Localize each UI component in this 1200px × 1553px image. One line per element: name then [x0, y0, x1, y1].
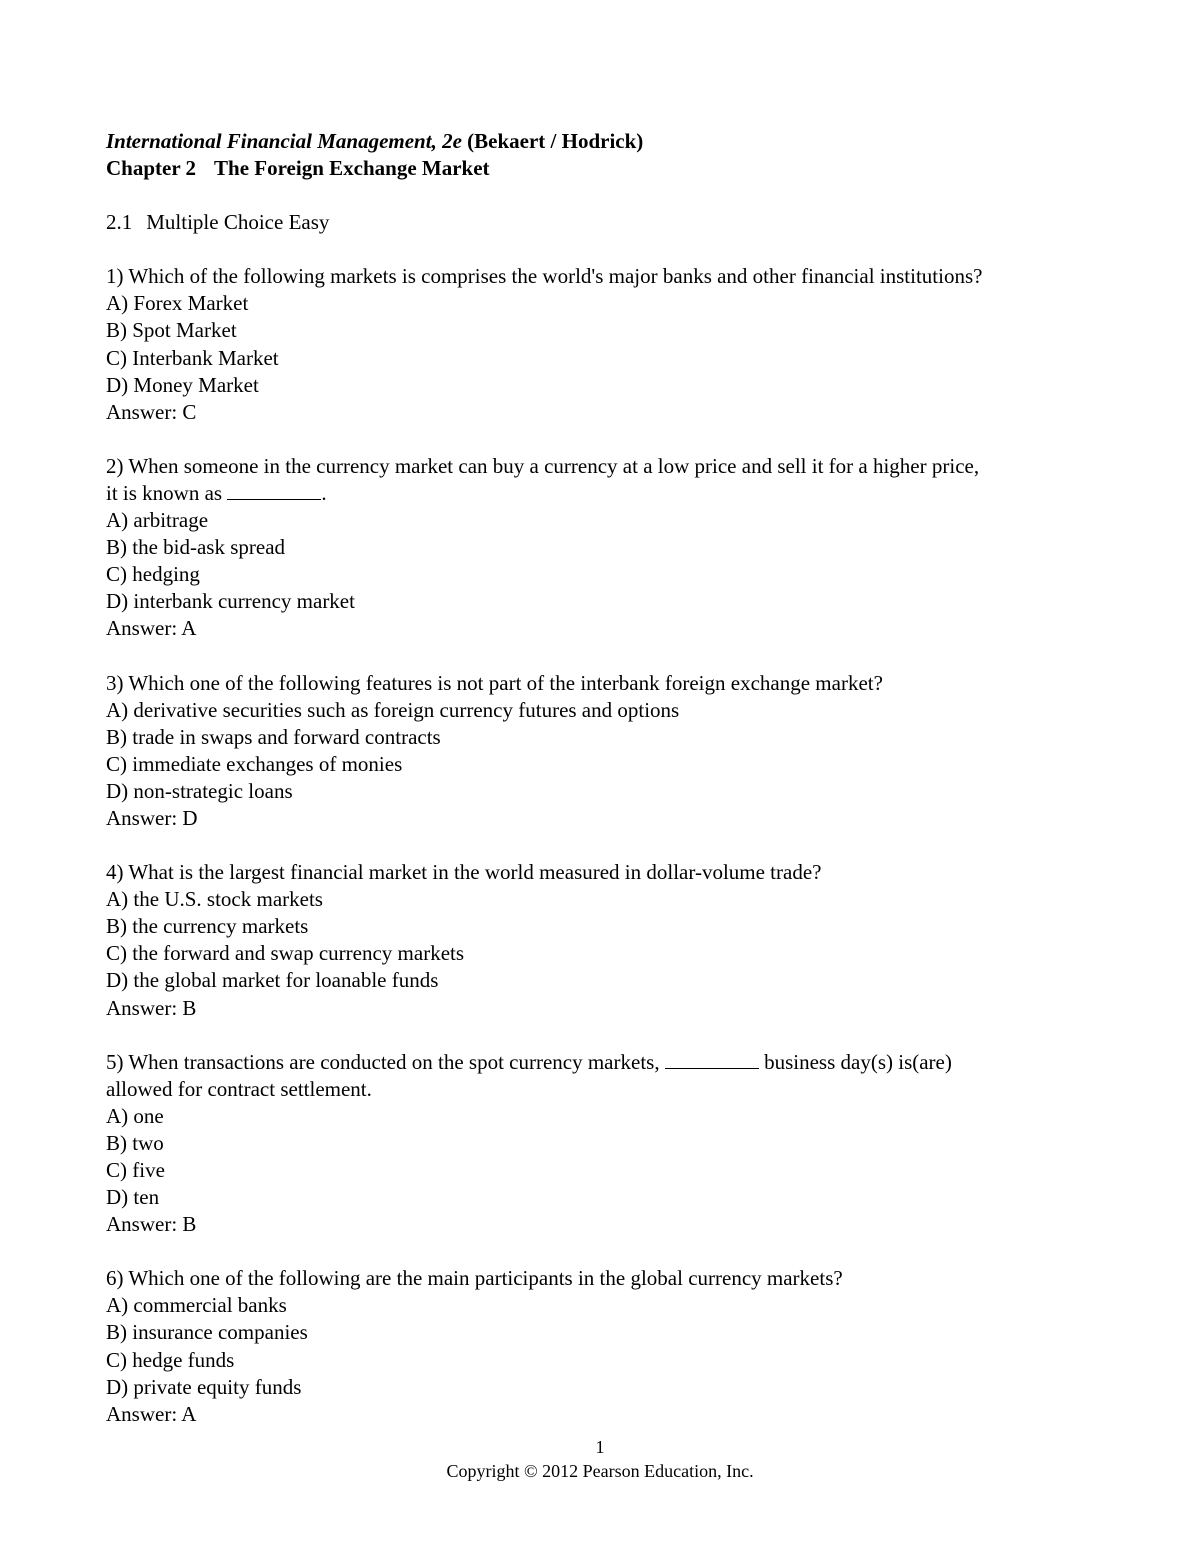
- option-b: B) the bid-ask spread: [106, 535, 286, 560]
- question-stem: 6) Which one of the following are the main participants in the global currency markets?: [106, 1266, 843, 1291]
- question-stem: 3) Which one of the following features is not part of the interbank foreign exchange market?: [106, 670, 883, 695]
- option-b: B) Spot Market: [106, 318, 237, 343]
- chapter-heading: [106, 155, 1106, 182]
- question-stem: 4) What is the largest financial market in the world measured in dollar-volume trade?: [106, 860, 822, 885]
- document-title: [106, 128, 1106, 155]
- chapter-number: Chapter 2: [106, 156, 197, 181]
- question-6: [106, 1265, 1106, 1428]
- option-c: C) hedging: [106, 562, 200, 587]
- fill-in-blank: [665, 1050, 759, 1069]
- question-stem-continued: [106, 480, 1106, 507]
- option-b: B) insurance companies: [106, 1320, 308, 1345]
- page-number: 1: [595, 1437, 605, 1457]
- option-d: D) private equity funds: [106, 1374, 302, 1399]
- answer: Answer: A: [106, 616, 197, 641]
- option-d: D) non-strategic loans: [106, 778, 293, 803]
- option-d: D) ten: [106, 1185, 160, 1210]
- question-stem: [106, 1049, 1106, 1076]
- stem-text: .: [321, 480, 327, 505]
- book-authors: (Bekaert / Hodrick): [461, 129, 644, 153]
- section-title: Multiple Choice Easy: [146, 210, 330, 235]
- option-a: A) Forex Market: [106, 291, 249, 316]
- stem-text: it is known as: [106, 480, 228, 505]
- question-stem-continued: allowed for contract settlement.: [106, 1076, 372, 1101]
- stem-text: business day(s) is(are): [758, 1049, 952, 1074]
- fill-in-blank: [227, 481, 321, 500]
- option-a: A) arbitrage: [106, 508, 209, 533]
- option-c: C) hedge funds: [106, 1347, 235, 1372]
- question-2: [106, 453, 1106, 643]
- option-d: D) the global market for loanable funds: [106, 968, 439, 993]
- option-d: D) Money Market: [106, 372, 259, 397]
- answer: Answer: B: [106, 1212, 197, 1237]
- option-c: C) immediate exchanges of monies: [106, 751, 403, 776]
- copyright-notice: Copyright © 2012 Pearson Education, Inc.: [446, 1461, 754, 1481]
- section-number: 2.1: [106, 210, 133, 235]
- option-c: C) the forward and swap currency markets: [106, 941, 465, 966]
- answer: Answer: A: [106, 1401, 197, 1426]
- option-a: A) one: [106, 1103, 164, 1128]
- answer: Answer: C: [106, 399, 197, 424]
- option-d: D) interbank currency market: [106, 589, 355, 614]
- question-stem: 2) When someone in the currency market can buy a currency at a low price and sell it for a higher price,: [106, 453, 980, 478]
- question-5: [106, 1049, 1106, 1239]
- option-a: A) the U.S. stock markets: [106, 887, 323, 912]
- document-page: [106, 128, 1106, 1428]
- option-b: B) the currency markets: [106, 914, 309, 939]
- option-c: C) Interbank Market: [106, 345, 279, 370]
- option-c: C) five: [106, 1158, 165, 1182]
- answer: Answer: D: [106, 805, 198, 830]
- option-a: A) commercial banks: [106, 1293, 287, 1318]
- section-heading: [106, 209, 1106, 236]
- question-4: [106, 859, 1106, 1022]
- option-b: B) two: [106, 1130, 164, 1155]
- answer: Answer: B: [106, 995, 197, 1020]
- chapter-title: The Foreign Exchange Market: [214, 156, 490, 181]
- question-stem: 1) Which of the following markets is comprises the world's major banks and other financial institutions?: [106, 264, 983, 289]
- question-1: [106, 263, 1106, 426]
- book-title: International Financial Management, 2e: [106, 129, 462, 153]
- option-b: B) trade in swaps and forward contracts: [106, 724, 441, 749]
- stem-text: 5) When transactions are conducted on the spot currency markets,: [106, 1049, 665, 1074]
- option-a: A) derivative securities such as foreign currency futures and options: [106, 697, 680, 722]
- question-3: [106, 670, 1106, 833]
